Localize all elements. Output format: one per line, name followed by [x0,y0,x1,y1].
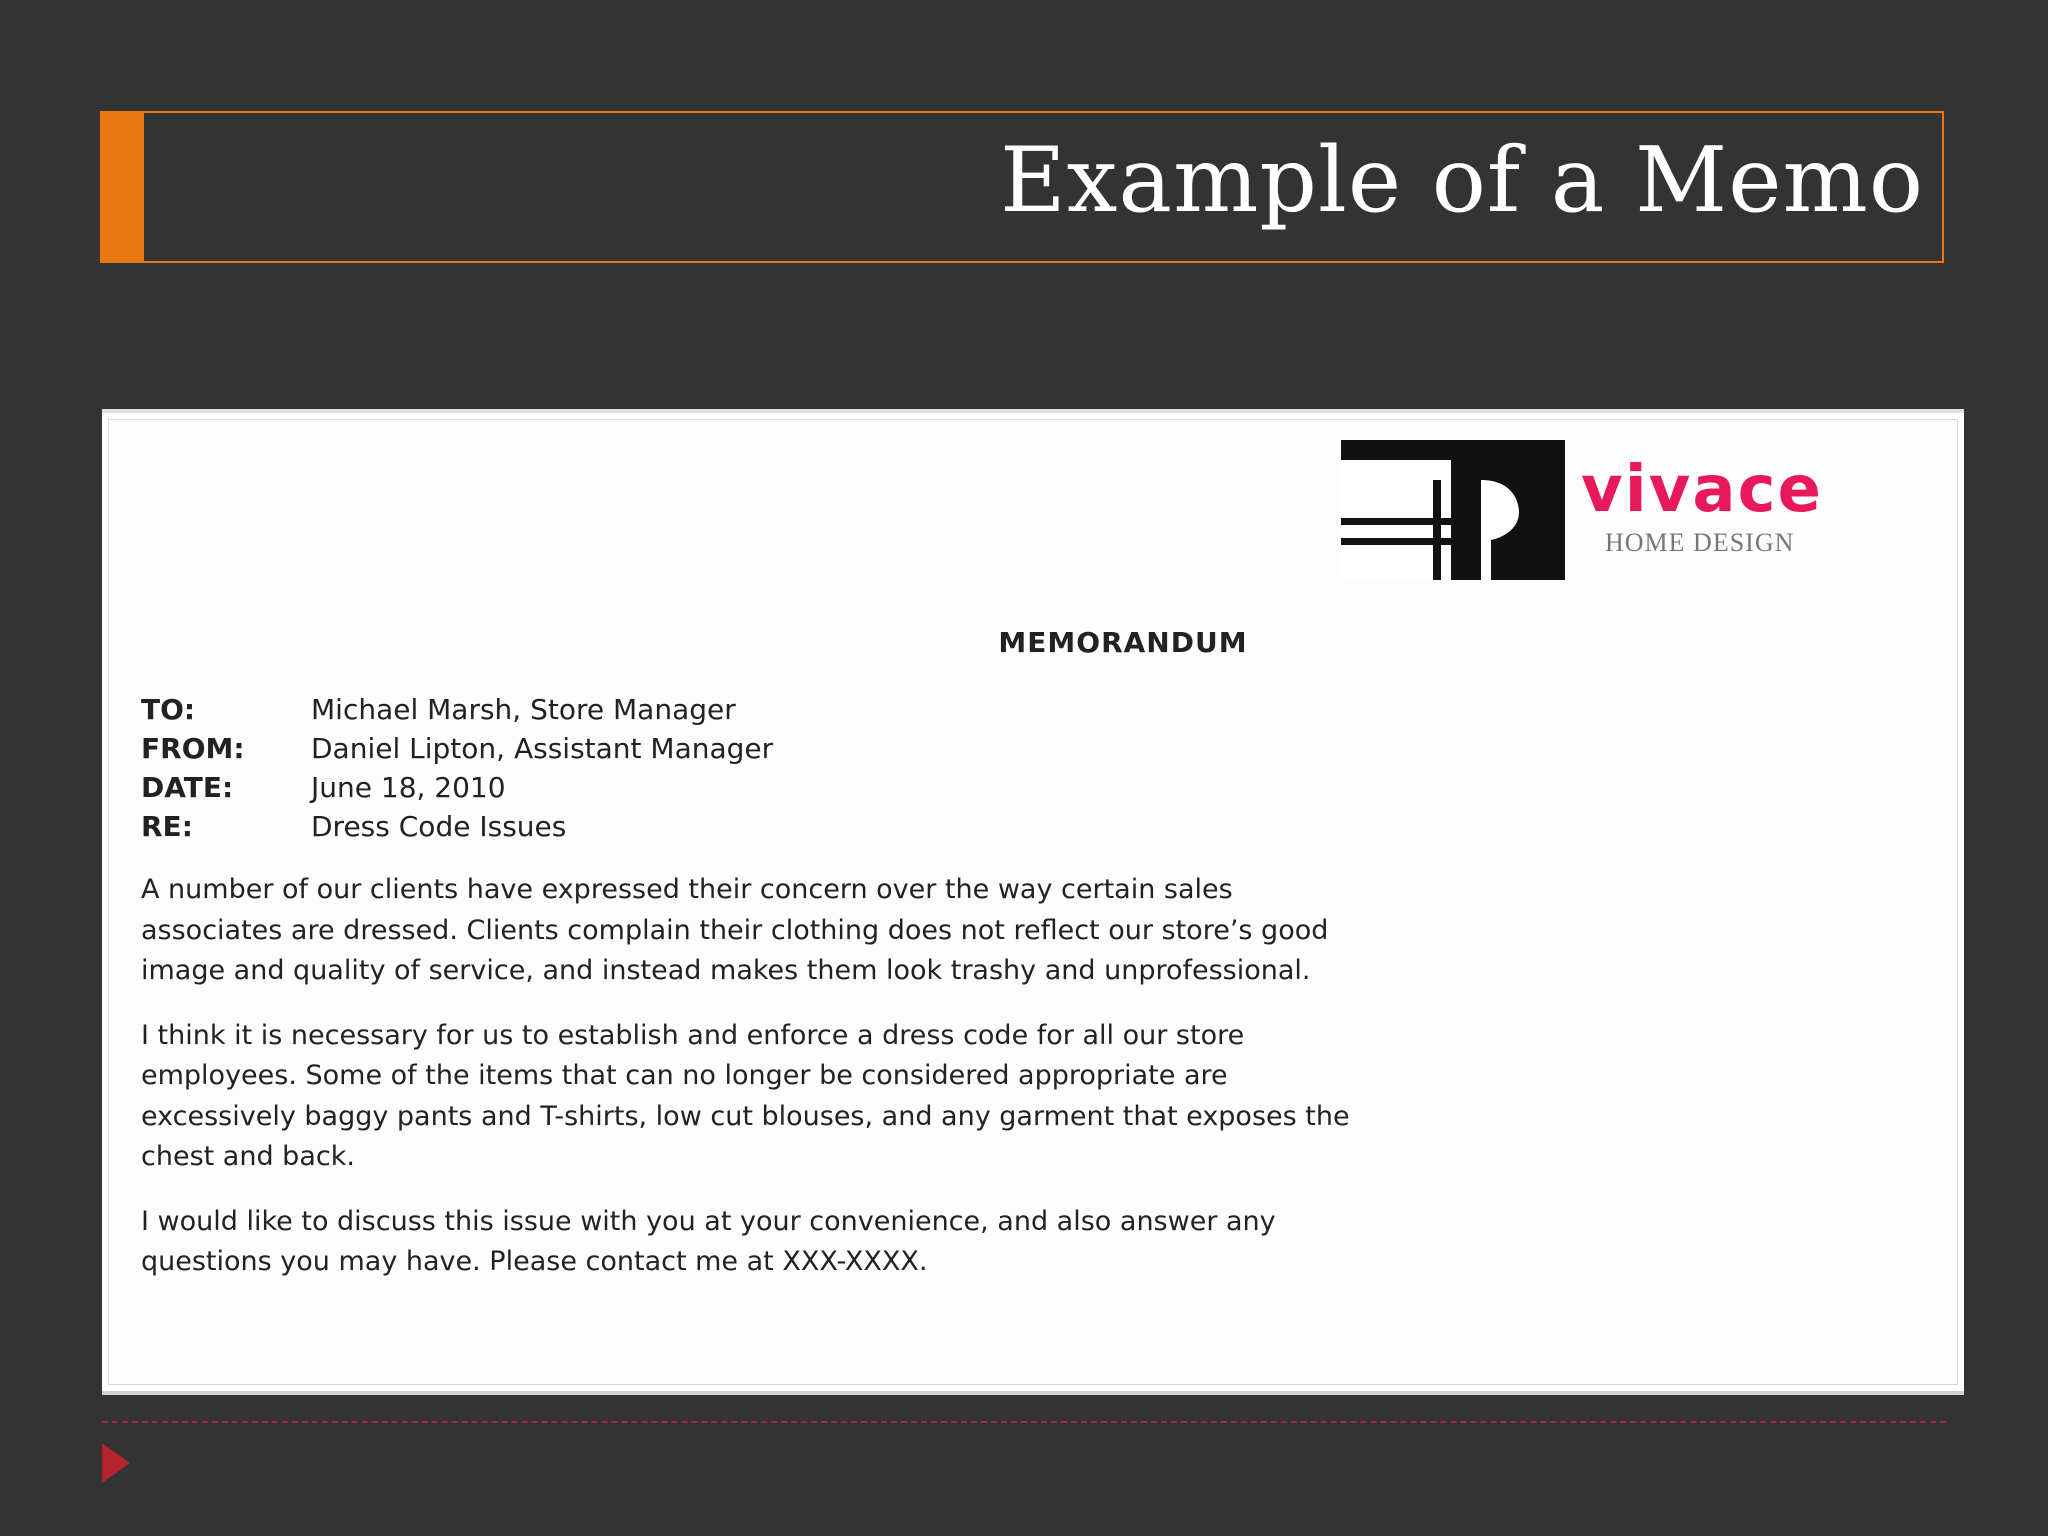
memo-line: employees. Some of the items that can no longer be considered appropriate are [141,1060,1228,1091]
company-logo [1341,440,1911,580]
memo-line: A number of our clients have expressed their concern over the way certain sales [141,874,1233,905]
memo-line: associates are dressed. Clients complain their clothing does not reflect our store’s good [141,914,1329,946]
memo-field-re [141,807,773,846]
memo-document [108,419,1958,1385]
field-label: DATE: [141,771,234,804]
memo-line: image and quality of service, and instead makes them look trashy and unprofessional. [141,955,1311,986]
memo-header-fields [141,690,773,846]
memo-paragraph [141,1202,2001,1283]
field-label: RE: [141,810,193,843]
memo-line: questions you may have. Please contact me at XXX-XXXX. [141,1246,928,1277]
memo-field-date [141,768,773,807]
memo-image [102,409,1964,1395]
memo-line: excessively baggy pants and T-shirts, low cut blouses, and any garment that exposes the [141,1100,1350,1132]
triangle-bullet-icon [102,1443,130,1483]
memo-heading: MEMORANDUM [998,626,1248,659]
field-value: Daniel Lipton, Assistant Manager [311,732,774,765]
memo-field-from [141,729,773,768]
memo-field-to [141,690,773,729]
field-label: TO: [141,693,196,726]
memo-paragraph [141,870,2001,992]
footer-divider [102,1421,1946,1423]
slide-title: Example of a Memo [999,128,1924,233]
field-label: FROM: [141,732,245,765]
memo-line: I would like to discuss this issue with you at your convenience, and also answer any [141,1205,1276,1237]
field-value: Dress Code Issues [311,810,567,843]
logo-brand-name: vivace [1581,453,1823,527]
field-value: Michael Marsh, Store Manager [311,693,736,726]
memo-line: I think it is necessary for us to establish and enforce a dress code for all our store [141,1019,1245,1051]
memo-body [141,870,2001,1307]
field-value: June 18, 2010 [311,771,506,804]
memo-line: chest and back. [141,1141,355,1172]
logo-tagline: HOME DESIGN [1605,528,1795,557]
logo-mark-icon [1341,440,1565,580]
memo-paragraph [141,1016,2001,1178]
